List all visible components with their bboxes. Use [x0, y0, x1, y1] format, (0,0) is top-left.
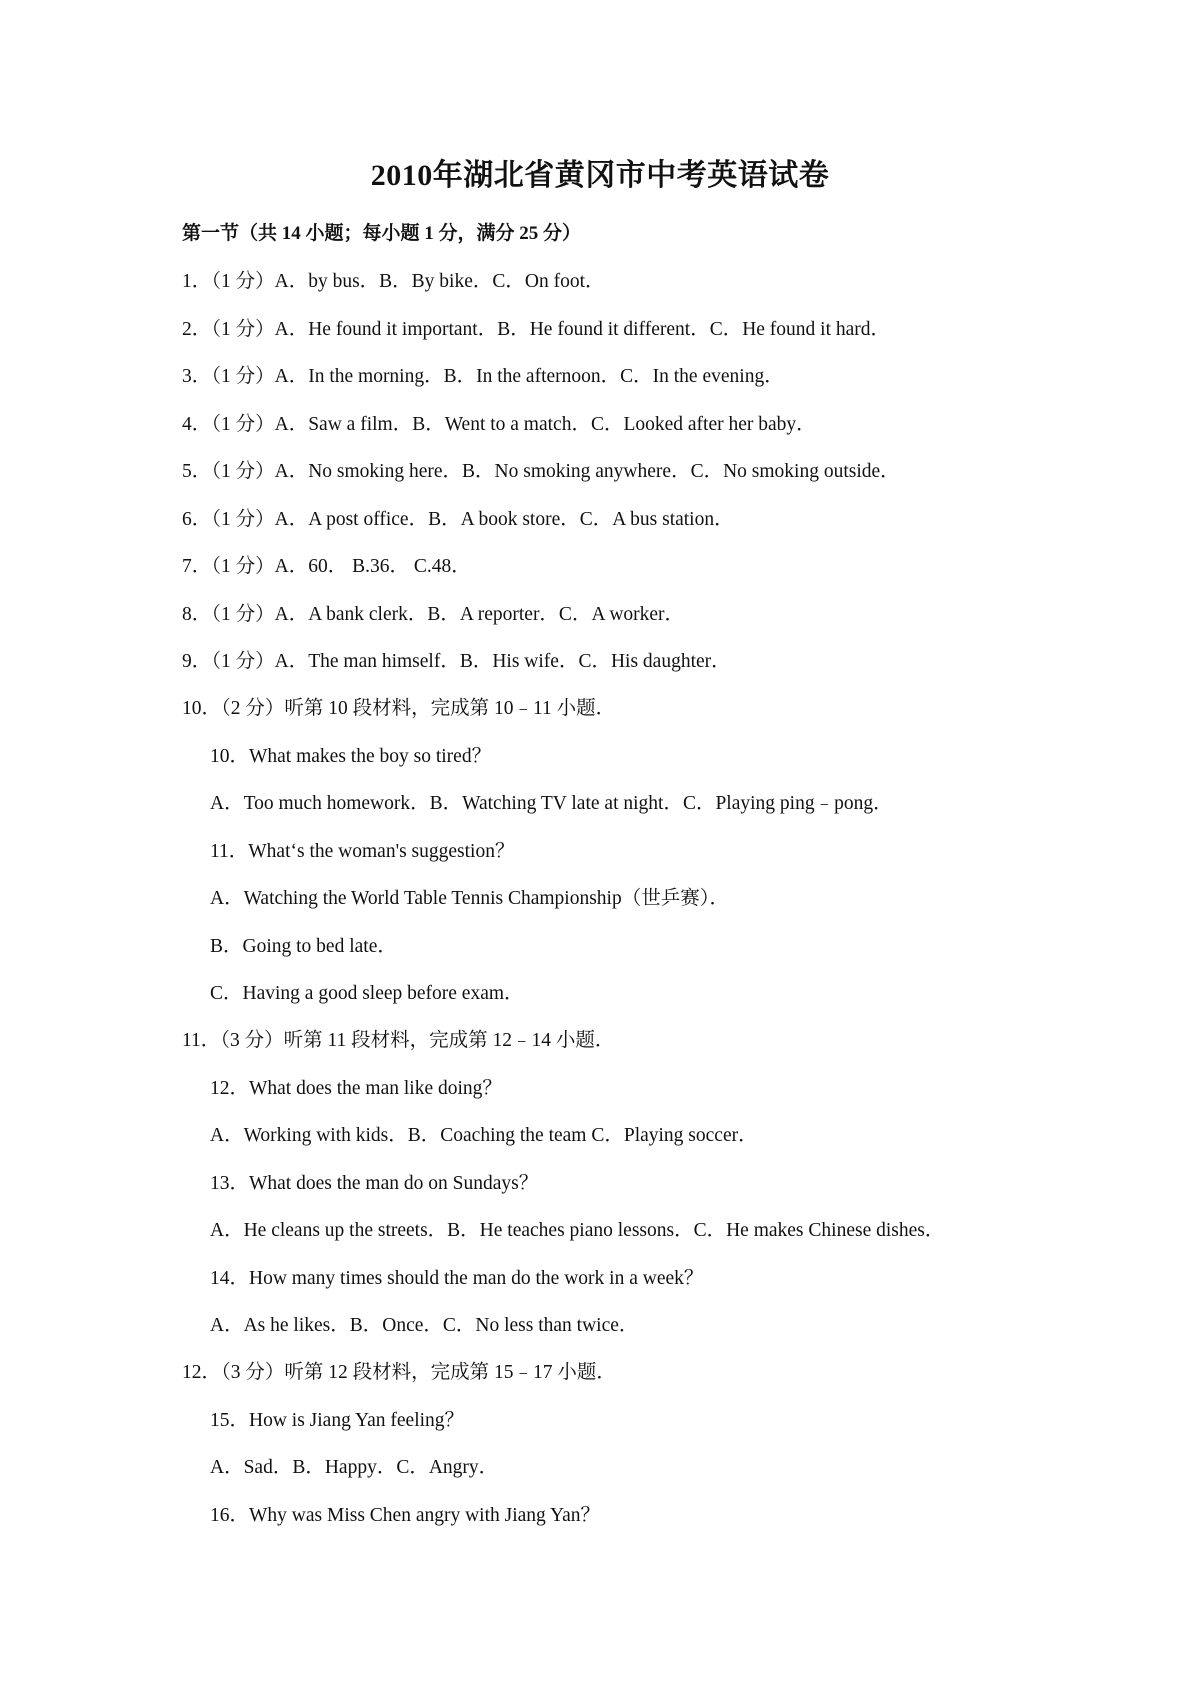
sub-question-13: 13．What does the man do on Sundays？ — [210, 1173, 539, 1194]
sub-question-16: 16．Why was Miss Chen angry with Jiang Yan？ — [210, 1505, 600, 1526]
sub-question-11-option-a: A．Watching the World Table Tennis Championship（世乒赛）． — [210, 888, 729, 909]
sub-question-12: 12．What does the man like doing？ — [210, 1078, 502, 1099]
question-1: 1．（1 分）A．by bus．B．By bike．C．On foot． — [182, 271, 605, 292]
sub-question-15: 15．How is Jiang Yan feeling？ — [210, 1410, 465, 1431]
question-12-header: 12．（3 分）听第 12 段材料，完成第 15﹣17 小题． — [182, 1362, 616, 1383]
question-10-header: 10．（2 分）听第 10 段材料，完成第 10﹣11 小题． — [182, 698, 616, 719]
sub-question-14-options: A．As he likes．B．Once．C．No less than twice． — [210, 1315, 639, 1336]
question-5: 5．（1 分）A．No smoking here．B．No smoking anywhere．C．No smoking outside． — [182, 461, 900, 482]
question-7: 7．（1 分）A．60． B.36． C.48． — [182, 556, 471, 577]
section-heading: 第一节（共 14 小题；每小题 1 分，满分 25 分） — [182, 223, 582, 244]
question-3: 3．（1 分）A．In the morning．B．In the afternoon．C．In the evening． — [182, 366, 784, 387]
sub-question-11-option-c: C．Having a good sleep before exam． — [210, 983, 524, 1004]
sub-question-10-options: A．Too much homework．B．Watching TV late at night．C．Playing ping﹣pong． — [210, 793, 893, 814]
sub-question-15-options: A．Sad．B．Happy．C．Angry． — [210, 1457, 499, 1478]
sub-question-12-options: A．Working with kids．B．Coaching the team C．Playing soccer． — [210, 1125, 758, 1146]
question-11-header: 11．（3 分）听第 11 段材料，完成第 12﹣14 小题． — [182, 1030, 615, 1051]
sub-question-10: 10．What makes the boy so tired？ — [210, 746, 492, 767]
question-9: 9．（1 分）A．The man himself．B．His wife．C．His daughter． — [182, 651, 731, 672]
question-6: 6．（1 分）A．A post office．B．A book store．C．A bus station． — [182, 509, 734, 530]
sub-question-13-options: A．He cleans up the streets．B．He teaches piano lessons．C．He makes Chinese dishes． — [210, 1220, 945, 1241]
sub-question-11: 11．What‘s the woman's suggestion？ — [210, 841, 515, 862]
question-8: 8．（1 分）A．A bank clerk．B．A reporter．C．A worker． — [182, 604, 685, 625]
question-2: 2．（1 分）A．He found it important．B．He found it different．C．He found it hard． — [182, 319, 891, 340]
sub-question-14: 14．How many times should the man do the work in a week？ — [210, 1268, 704, 1289]
page-title: 2010年湖北省黄冈市中考英语试卷 — [370, 159, 830, 192]
sub-question-11-option-b: B．Going to bed late． — [210, 936, 397, 957]
question-4: 4．（1 分）A．Saw a film．B．Went to a match．C．Looked after her baby． — [182, 414, 816, 435]
